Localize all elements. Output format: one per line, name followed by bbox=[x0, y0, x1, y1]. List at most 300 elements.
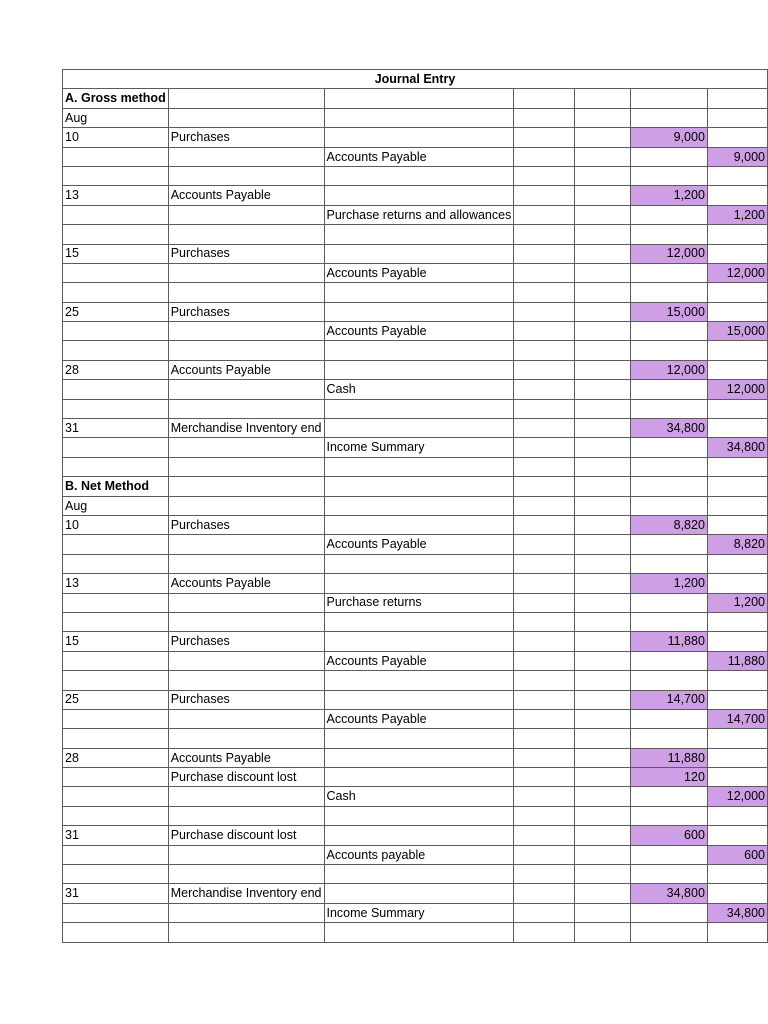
empty-cell[interactable] bbox=[514, 283, 575, 302]
empty-cell[interactable] bbox=[631, 225, 707, 244]
debit-account-cell[interactable] bbox=[168, 768, 324, 787]
empty-cell[interactable] bbox=[514, 205, 575, 224]
empty-cell[interactable] bbox=[168, 612, 324, 631]
empty-cell[interactable] bbox=[324, 612, 514, 631]
empty-cell[interactable] bbox=[168, 380, 324, 399]
empty-cell[interactable] bbox=[574, 515, 631, 534]
empty-cell[interactable] bbox=[514, 651, 575, 670]
empty-cell[interactable] bbox=[168, 787, 324, 806]
debit-amount-cell[interactable] bbox=[631, 826, 707, 845]
empty-cell[interactable] bbox=[63, 283, 169, 302]
debit-account-cell[interactable] bbox=[168, 632, 324, 651]
credit-amount-cell[interactable] bbox=[707, 593, 767, 612]
empty-cell[interactable] bbox=[574, 593, 631, 612]
empty-cell[interactable] bbox=[324, 496, 514, 515]
empty-cell[interactable] bbox=[324, 360, 514, 379]
empty-cell[interactable] bbox=[574, 128, 631, 147]
empty-cell[interactable] bbox=[324, 283, 514, 302]
section-heading[interactable] bbox=[63, 89, 169, 108]
empty-cell[interactable] bbox=[574, 302, 631, 321]
empty-cell[interactable] bbox=[63, 554, 169, 573]
empty-cell[interactable] bbox=[574, 399, 631, 418]
empty-cell[interactable] bbox=[707, 419, 767, 438]
debit-account-cell[interactable] bbox=[168, 826, 324, 845]
empty-cell[interactable] bbox=[514, 186, 575, 205]
empty-cell[interactable] bbox=[324, 865, 514, 884]
empty-cell[interactable] bbox=[324, 399, 514, 418]
empty-cell[interactable] bbox=[707, 768, 767, 787]
empty-cell[interactable] bbox=[514, 515, 575, 534]
empty-cell[interactable] bbox=[514, 166, 575, 185]
empty-cell[interactable] bbox=[574, 166, 631, 185]
empty-cell[interactable] bbox=[574, 108, 631, 127]
empty-cell[interactable] bbox=[707, 923, 767, 942]
debit-account-cell[interactable] bbox=[168, 128, 324, 147]
empty-cell[interactable] bbox=[631, 457, 707, 476]
month-cell[interactable] bbox=[63, 496, 169, 515]
empty-cell[interactable] bbox=[631, 147, 707, 166]
empty-cell[interactable] bbox=[63, 923, 169, 942]
empty-cell[interactable] bbox=[707, 360, 767, 379]
credit-amount-cell[interactable] bbox=[707, 263, 767, 282]
empty-cell[interactable] bbox=[168, 923, 324, 942]
empty-cell[interactable] bbox=[574, 768, 631, 787]
empty-cell[interactable] bbox=[514, 380, 575, 399]
debit-account-cell[interactable] bbox=[168, 360, 324, 379]
date-cell[interactable] bbox=[63, 302, 169, 321]
empty-cell[interactable] bbox=[574, 263, 631, 282]
empty-cell[interactable] bbox=[574, 457, 631, 476]
empty-cell[interactable] bbox=[574, 244, 631, 263]
debit-amount-cell[interactable] bbox=[631, 515, 707, 534]
empty-cell[interactable] bbox=[514, 768, 575, 787]
empty-cell[interactable] bbox=[514, 903, 575, 922]
debit-amount-cell[interactable] bbox=[631, 128, 707, 147]
empty-cell[interactable] bbox=[168, 845, 324, 864]
debit-account-cell[interactable] bbox=[168, 748, 324, 767]
empty-cell[interactable] bbox=[574, 496, 631, 515]
debit-amount-cell[interactable] bbox=[631, 574, 707, 593]
empty-cell[interactable] bbox=[324, 186, 514, 205]
empty-cell[interactable] bbox=[514, 147, 575, 166]
empty-cell[interactable] bbox=[514, 748, 575, 767]
empty-cell[interactable] bbox=[324, 884, 514, 903]
empty-cell[interactable] bbox=[574, 574, 631, 593]
credit-account-cell[interactable] bbox=[324, 845, 514, 864]
empty-cell[interactable] bbox=[168, 535, 324, 554]
date-cell[interactable] bbox=[63, 128, 169, 147]
empty-cell[interactable] bbox=[324, 457, 514, 476]
empty-cell[interactable] bbox=[631, 283, 707, 302]
debit-amount-cell[interactable] bbox=[631, 748, 707, 767]
empty-cell[interactable] bbox=[514, 709, 575, 728]
empty-cell[interactable] bbox=[324, 826, 514, 845]
empty-cell[interactable] bbox=[168, 593, 324, 612]
empty-cell[interactable] bbox=[324, 923, 514, 942]
empty-cell[interactable] bbox=[324, 244, 514, 263]
date-cell[interactable] bbox=[63, 632, 169, 651]
empty-cell[interactable] bbox=[514, 341, 575, 360]
empty-cell[interactable] bbox=[63, 729, 169, 748]
empty-cell[interactable] bbox=[631, 865, 707, 884]
empty-cell[interactable] bbox=[324, 225, 514, 244]
empty-cell[interactable] bbox=[514, 89, 575, 108]
credit-account-cell[interactable] bbox=[324, 593, 514, 612]
empty-cell[interactable] bbox=[574, 923, 631, 942]
empty-cell[interactable] bbox=[168, 729, 324, 748]
empty-cell[interactable] bbox=[631, 845, 707, 864]
empty-cell[interactable] bbox=[63, 768, 169, 787]
empty-cell[interactable] bbox=[324, 89, 514, 108]
empty-cell[interactable] bbox=[324, 574, 514, 593]
empty-cell[interactable] bbox=[168, 671, 324, 690]
empty-cell[interactable] bbox=[324, 729, 514, 748]
empty-cell[interactable] bbox=[514, 399, 575, 418]
empty-cell[interactable] bbox=[707, 225, 767, 244]
empty-cell[interactable] bbox=[631, 263, 707, 282]
empty-cell[interactable] bbox=[574, 438, 631, 457]
empty-cell[interactable] bbox=[168, 477, 324, 496]
credit-amount-cell[interactable] bbox=[707, 845, 767, 864]
empty-cell[interactable] bbox=[63, 341, 169, 360]
empty-cell[interactable] bbox=[707, 574, 767, 593]
empty-cell[interactable] bbox=[707, 341, 767, 360]
empty-cell[interactable] bbox=[574, 806, 631, 825]
empty-cell[interactable] bbox=[631, 399, 707, 418]
empty-cell[interactable] bbox=[574, 651, 631, 670]
empty-cell[interactable] bbox=[324, 341, 514, 360]
date-cell[interactable] bbox=[63, 360, 169, 379]
empty-cell[interactable] bbox=[707, 884, 767, 903]
date-cell[interactable] bbox=[63, 748, 169, 767]
empty-cell[interactable] bbox=[63, 651, 169, 670]
empty-cell[interactable] bbox=[168, 903, 324, 922]
empty-cell[interactable] bbox=[63, 903, 169, 922]
empty-cell[interactable] bbox=[63, 147, 169, 166]
empty-cell[interactable] bbox=[63, 263, 169, 282]
empty-cell[interactable] bbox=[574, 283, 631, 302]
empty-cell[interactable] bbox=[514, 787, 575, 806]
credit-account-cell[interactable] bbox=[324, 205, 514, 224]
empty-cell[interactable] bbox=[324, 419, 514, 438]
empty-cell[interactable] bbox=[514, 806, 575, 825]
empty-cell[interactable] bbox=[514, 225, 575, 244]
empty-cell[interactable] bbox=[574, 535, 631, 554]
date-cell[interactable] bbox=[63, 186, 169, 205]
empty-cell[interactable] bbox=[574, 419, 631, 438]
empty-cell[interactable] bbox=[631, 806, 707, 825]
empty-cell[interactable] bbox=[707, 612, 767, 631]
date-cell[interactable] bbox=[63, 574, 169, 593]
empty-cell[interactable] bbox=[63, 225, 169, 244]
empty-cell[interactable] bbox=[574, 748, 631, 767]
empty-cell[interactable] bbox=[707, 690, 767, 709]
debit-account-cell[interactable] bbox=[168, 186, 324, 205]
empty-cell[interactable] bbox=[707, 89, 767, 108]
empty-cell[interactable] bbox=[324, 515, 514, 534]
empty-cell[interactable] bbox=[574, 205, 631, 224]
empty-cell[interactable] bbox=[168, 283, 324, 302]
empty-cell[interactable] bbox=[63, 457, 169, 476]
empty-cell[interactable] bbox=[707, 244, 767, 263]
credit-amount-cell[interactable] bbox=[707, 380, 767, 399]
empty-cell[interactable] bbox=[631, 438, 707, 457]
empty-cell[interactable] bbox=[574, 787, 631, 806]
debit-amount-cell[interactable] bbox=[631, 632, 707, 651]
empty-cell[interactable] bbox=[707, 865, 767, 884]
empty-cell[interactable] bbox=[168, 399, 324, 418]
empty-cell[interactable] bbox=[574, 612, 631, 631]
debit-account-cell[interactable] bbox=[168, 515, 324, 534]
empty-cell[interactable] bbox=[631, 108, 707, 127]
empty-cell[interactable] bbox=[63, 787, 169, 806]
empty-cell[interactable] bbox=[631, 535, 707, 554]
empty-cell[interactable] bbox=[631, 923, 707, 942]
credit-amount-cell[interactable] bbox=[707, 205, 767, 224]
empty-cell[interactable] bbox=[168, 651, 324, 670]
empty-cell[interactable] bbox=[574, 632, 631, 651]
empty-cell[interactable] bbox=[707, 515, 767, 534]
empty-cell[interactable] bbox=[707, 128, 767, 147]
empty-cell[interactable] bbox=[574, 884, 631, 903]
empty-cell[interactable] bbox=[63, 399, 169, 418]
debit-amount-cell[interactable] bbox=[631, 419, 707, 438]
credit-amount-cell[interactable] bbox=[707, 438, 767, 457]
credit-account-cell[interactable] bbox=[324, 322, 514, 341]
empty-cell[interactable] bbox=[63, 205, 169, 224]
empty-cell[interactable] bbox=[631, 903, 707, 922]
empty-cell[interactable] bbox=[631, 322, 707, 341]
empty-cell[interactable] bbox=[514, 826, 575, 845]
empty-cell[interactable] bbox=[324, 302, 514, 321]
empty-cell[interactable] bbox=[514, 419, 575, 438]
empty-cell[interactable] bbox=[574, 477, 631, 496]
empty-cell[interactable] bbox=[63, 438, 169, 457]
debit-amount-cell[interactable] bbox=[631, 690, 707, 709]
empty-cell[interactable] bbox=[324, 748, 514, 767]
date-cell[interactable] bbox=[63, 419, 169, 438]
debit-account-cell[interactable] bbox=[168, 302, 324, 321]
empty-cell[interactable] bbox=[574, 380, 631, 399]
empty-cell[interactable] bbox=[324, 768, 514, 787]
section-heading[interactable] bbox=[63, 477, 169, 496]
empty-cell[interactable] bbox=[324, 128, 514, 147]
empty-cell[interactable] bbox=[707, 748, 767, 767]
empty-cell[interactable] bbox=[168, 457, 324, 476]
empty-cell[interactable] bbox=[63, 671, 169, 690]
empty-cell[interactable] bbox=[574, 186, 631, 205]
empty-cell[interactable] bbox=[574, 360, 631, 379]
empty-cell[interactable] bbox=[631, 593, 707, 612]
empty-cell[interactable] bbox=[707, 283, 767, 302]
empty-cell[interactable] bbox=[631, 496, 707, 515]
empty-cell[interactable] bbox=[324, 806, 514, 825]
empty-cell[interactable] bbox=[324, 554, 514, 573]
empty-cell[interactable] bbox=[574, 89, 631, 108]
empty-cell[interactable] bbox=[168, 89, 324, 108]
empty-cell[interactable] bbox=[514, 884, 575, 903]
credit-account-cell[interactable] bbox=[324, 263, 514, 282]
credit-amount-cell[interactable] bbox=[707, 787, 767, 806]
debit-amount-cell[interactable] bbox=[631, 360, 707, 379]
credit-amount-cell[interactable] bbox=[707, 147, 767, 166]
empty-cell[interactable] bbox=[707, 477, 767, 496]
sheet-title[interactable] bbox=[63, 70, 768, 89]
empty-cell[interactable] bbox=[514, 263, 575, 282]
empty-cell[interactable] bbox=[514, 496, 575, 515]
empty-cell[interactable] bbox=[707, 302, 767, 321]
empty-cell[interactable] bbox=[168, 205, 324, 224]
empty-cell[interactable] bbox=[631, 89, 707, 108]
empty-cell[interactable] bbox=[514, 128, 575, 147]
empty-cell[interactable] bbox=[168, 322, 324, 341]
debit-amount-cell[interactable] bbox=[631, 884, 707, 903]
empty-cell[interactable] bbox=[514, 865, 575, 884]
debit-account-cell[interactable] bbox=[168, 574, 324, 593]
empty-cell[interactable] bbox=[707, 457, 767, 476]
empty-cell[interactable] bbox=[574, 341, 631, 360]
empty-cell[interactable] bbox=[631, 477, 707, 496]
empty-cell[interactable] bbox=[168, 108, 324, 127]
empty-cell[interactable] bbox=[707, 806, 767, 825]
empty-cell[interactable] bbox=[63, 709, 169, 728]
empty-cell[interactable] bbox=[168, 263, 324, 282]
empty-cell[interactable] bbox=[514, 612, 575, 631]
empty-cell[interactable] bbox=[631, 341, 707, 360]
empty-cell[interactable] bbox=[514, 302, 575, 321]
empty-cell[interactable] bbox=[514, 593, 575, 612]
empty-cell[interactable] bbox=[574, 671, 631, 690]
empty-cell[interactable] bbox=[631, 612, 707, 631]
credit-account-cell[interactable] bbox=[324, 535, 514, 554]
empty-cell[interactable] bbox=[514, 632, 575, 651]
empty-cell[interactable] bbox=[631, 729, 707, 748]
empty-cell[interactable] bbox=[707, 108, 767, 127]
debit-amount-cell[interactable] bbox=[631, 244, 707, 263]
empty-cell[interactable] bbox=[63, 593, 169, 612]
empty-cell[interactable] bbox=[574, 865, 631, 884]
date-cell[interactable] bbox=[63, 244, 169, 263]
empty-cell[interactable] bbox=[514, 671, 575, 690]
empty-cell[interactable] bbox=[63, 322, 169, 341]
empty-cell[interactable] bbox=[631, 166, 707, 185]
empty-cell[interactable] bbox=[514, 477, 575, 496]
debit-account-cell[interactable] bbox=[168, 884, 324, 903]
empty-cell[interactable] bbox=[514, 690, 575, 709]
debit-amount-cell[interactable] bbox=[631, 768, 707, 787]
empty-cell[interactable] bbox=[707, 166, 767, 185]
empty-cell[interactable] bbox=[168, 709, 324, 728]
credit-account-cell[interactable] bbox=[324, 147, 514, 166]
date-cell[interactable] bbox=[63, 826, 169, 845]
credit-account-cell[interactable] bbox=[324, 903, 514, 922]
empty-cell[interactable] bbox=[63, 612, 169, 631]
empty-cell[interactable] bbox=[631, 554, 707, 573]
empty-cell[interactable] bbox=[324, 108, 514, 127]
empty-cell[interactable] bbox=[631, 709, 707, 728]
debit-account-cell[interactable] bbox=[168, 419, 324, 438]
empty-cell[interactable] bbox=[707, 826, 767, 845]
empty-cell[interactable] bbox=[631, 380, 707, 399]
empty-cell[interactable] bbox=[707, 496, 767, 515]
empty-cell[interactable] bbox=[574, 225, 631, 244]
empty-cell[interactable] bbox=[324, 477, 514, 496]
empty-cell[interactable] bbox=[514, 554, 575, 573]
empty-cell[interactable] bbox=[168, 554, 324, 573]
credit-account-cell[interactable] bbox=[324, 709, 514, 728]
empty-cell[interactable] bbox=[514, 574, 575, 593]
empty-cell[interactable] bbox=[707, 729, 767, 748]
empty-cell[interactable] bbox=[63, 380, 169, 399]
empty-cell[interactable] bbox=[574, 729, 631, 748]
empty-cell[interactable] bbox=[168, 225, 324, 244]
empty-cell[interactable] bbox=[514, 360, 575, 379]
empty-cell[interactable] bbox=[324, 166, 514, 185]
empty-cell[interactable] bbox=[63, 845, 169, 864]
empty-cell[interactable] bbox=[63, 535, 169, 554]
debit-amount-cell[interactable] bbox=[631, 186, 707, 205]
empty-cell[interactable] bbox=[514, 923, 575, 942]
empty-cell[interactable] bbox=[168, 438, 324, 457]
empty-cell[interactable] bbox=[514, 322, 575, 341]
empty-cell[interactable] bbox=[168, 147, 324, 166]
credit-account-cell[interactable] bbox=[324, 380, 514, 399]
empty-cell[interactable] bbox=[707, 186, 767, 205]
empty-cell[interactable] bbox=[707, 399, 767, 418]
date-cell[interactable] bbox=[63, 515, 169, 534]
empty-cell[interactable] bbox=[574, 903, 631, 922]
empty-cell[interactable] bbox=[514, 457, 575, 476]
credit-account-cell[interactable] bbox=[324, 438, 514, 457]
empty-cell[interactable] bbox=[631, 787, 707, 806]
empty-cell[interactable] bbox=[63, 865, 169, 884]
empty-cell[interactable] bbox=[574, 690, 631, 709]
empty-cell[interactable] bbox=[514, 438, 575, 457]
empty-cell[interactable] bbox=[324, 671, 514, 690]
debit-amount-cell[interactable] bbox=[631, 302, 707, 321]
date-cell[interactable] bbox=[63, 690, 169, 709]
empty-cell[interactable] bbox=[707, 554, 767, 573]
empty-cell[interactable] bbox=[324, 690, 514, 709]
empty-cell[interactable] bbox=[168, 496, 324, 515]
credit-amount-cell[interactable] bbox=[707, 709, 767, 728]
empty-cell[interactable] bbox=[574, 845, 631, 864]
credit-amount-cell[interactable] bbox=[707, 535, 767, 554]
empty-cell[interactable] bbox=[168, 341, 324, 360]
debit-account-cell[interactable] bbox=[168, 244, 324, 263]
empty-cell[interactable] bbox=[168, 166, 324, 185]
empty-cell[interactable] bbox=[707, 632, 767, 651]
credit-amount-cell[interactable] bbox=[707, 322, 767, 341]
credit-account-cell[interactable] bbox=[324, 651, 514, 670]
empty-cell[interactable] bbox=[168, 806, 324, 825]
empty-cell[interactable] bbox=[514, 729, 575, 748]
empty-cell[interactable] bbox=[631, 671, 707, 690]
empty-cell[interactable] bbox=[574, 709, 631, 728]
empty-cell[interactable] bbox=[324, 632, 514, 651]
credit-account-cell[interactable] bbox=[324, 787, 514, 806]
empty-cell[interactable] bbox=[574, 826, 631, 845]
empty-cell[interactable] bbox=[514, 108, 575, 127]
empty-cell[interactable] bbox=[514, 244, 575, 263]
empty-cell[interactable] bbox=[631, 651, 707, 670]
empty-cell[interactable] bbox=[574, 322, 631, 341]
empty-cell[interactable] bbox=[63, 166, 169, 185]
empty-cell[interactable] bbox=[574, 147, 631, 166]
empty-cell[interactable] bbox=[574, 554, 631, 573]
empty-cell[interactable] bbox=[168, 865, 324, 884]
credit-amount-cell[interactable] bbox=[707, 903, 767, 922]
